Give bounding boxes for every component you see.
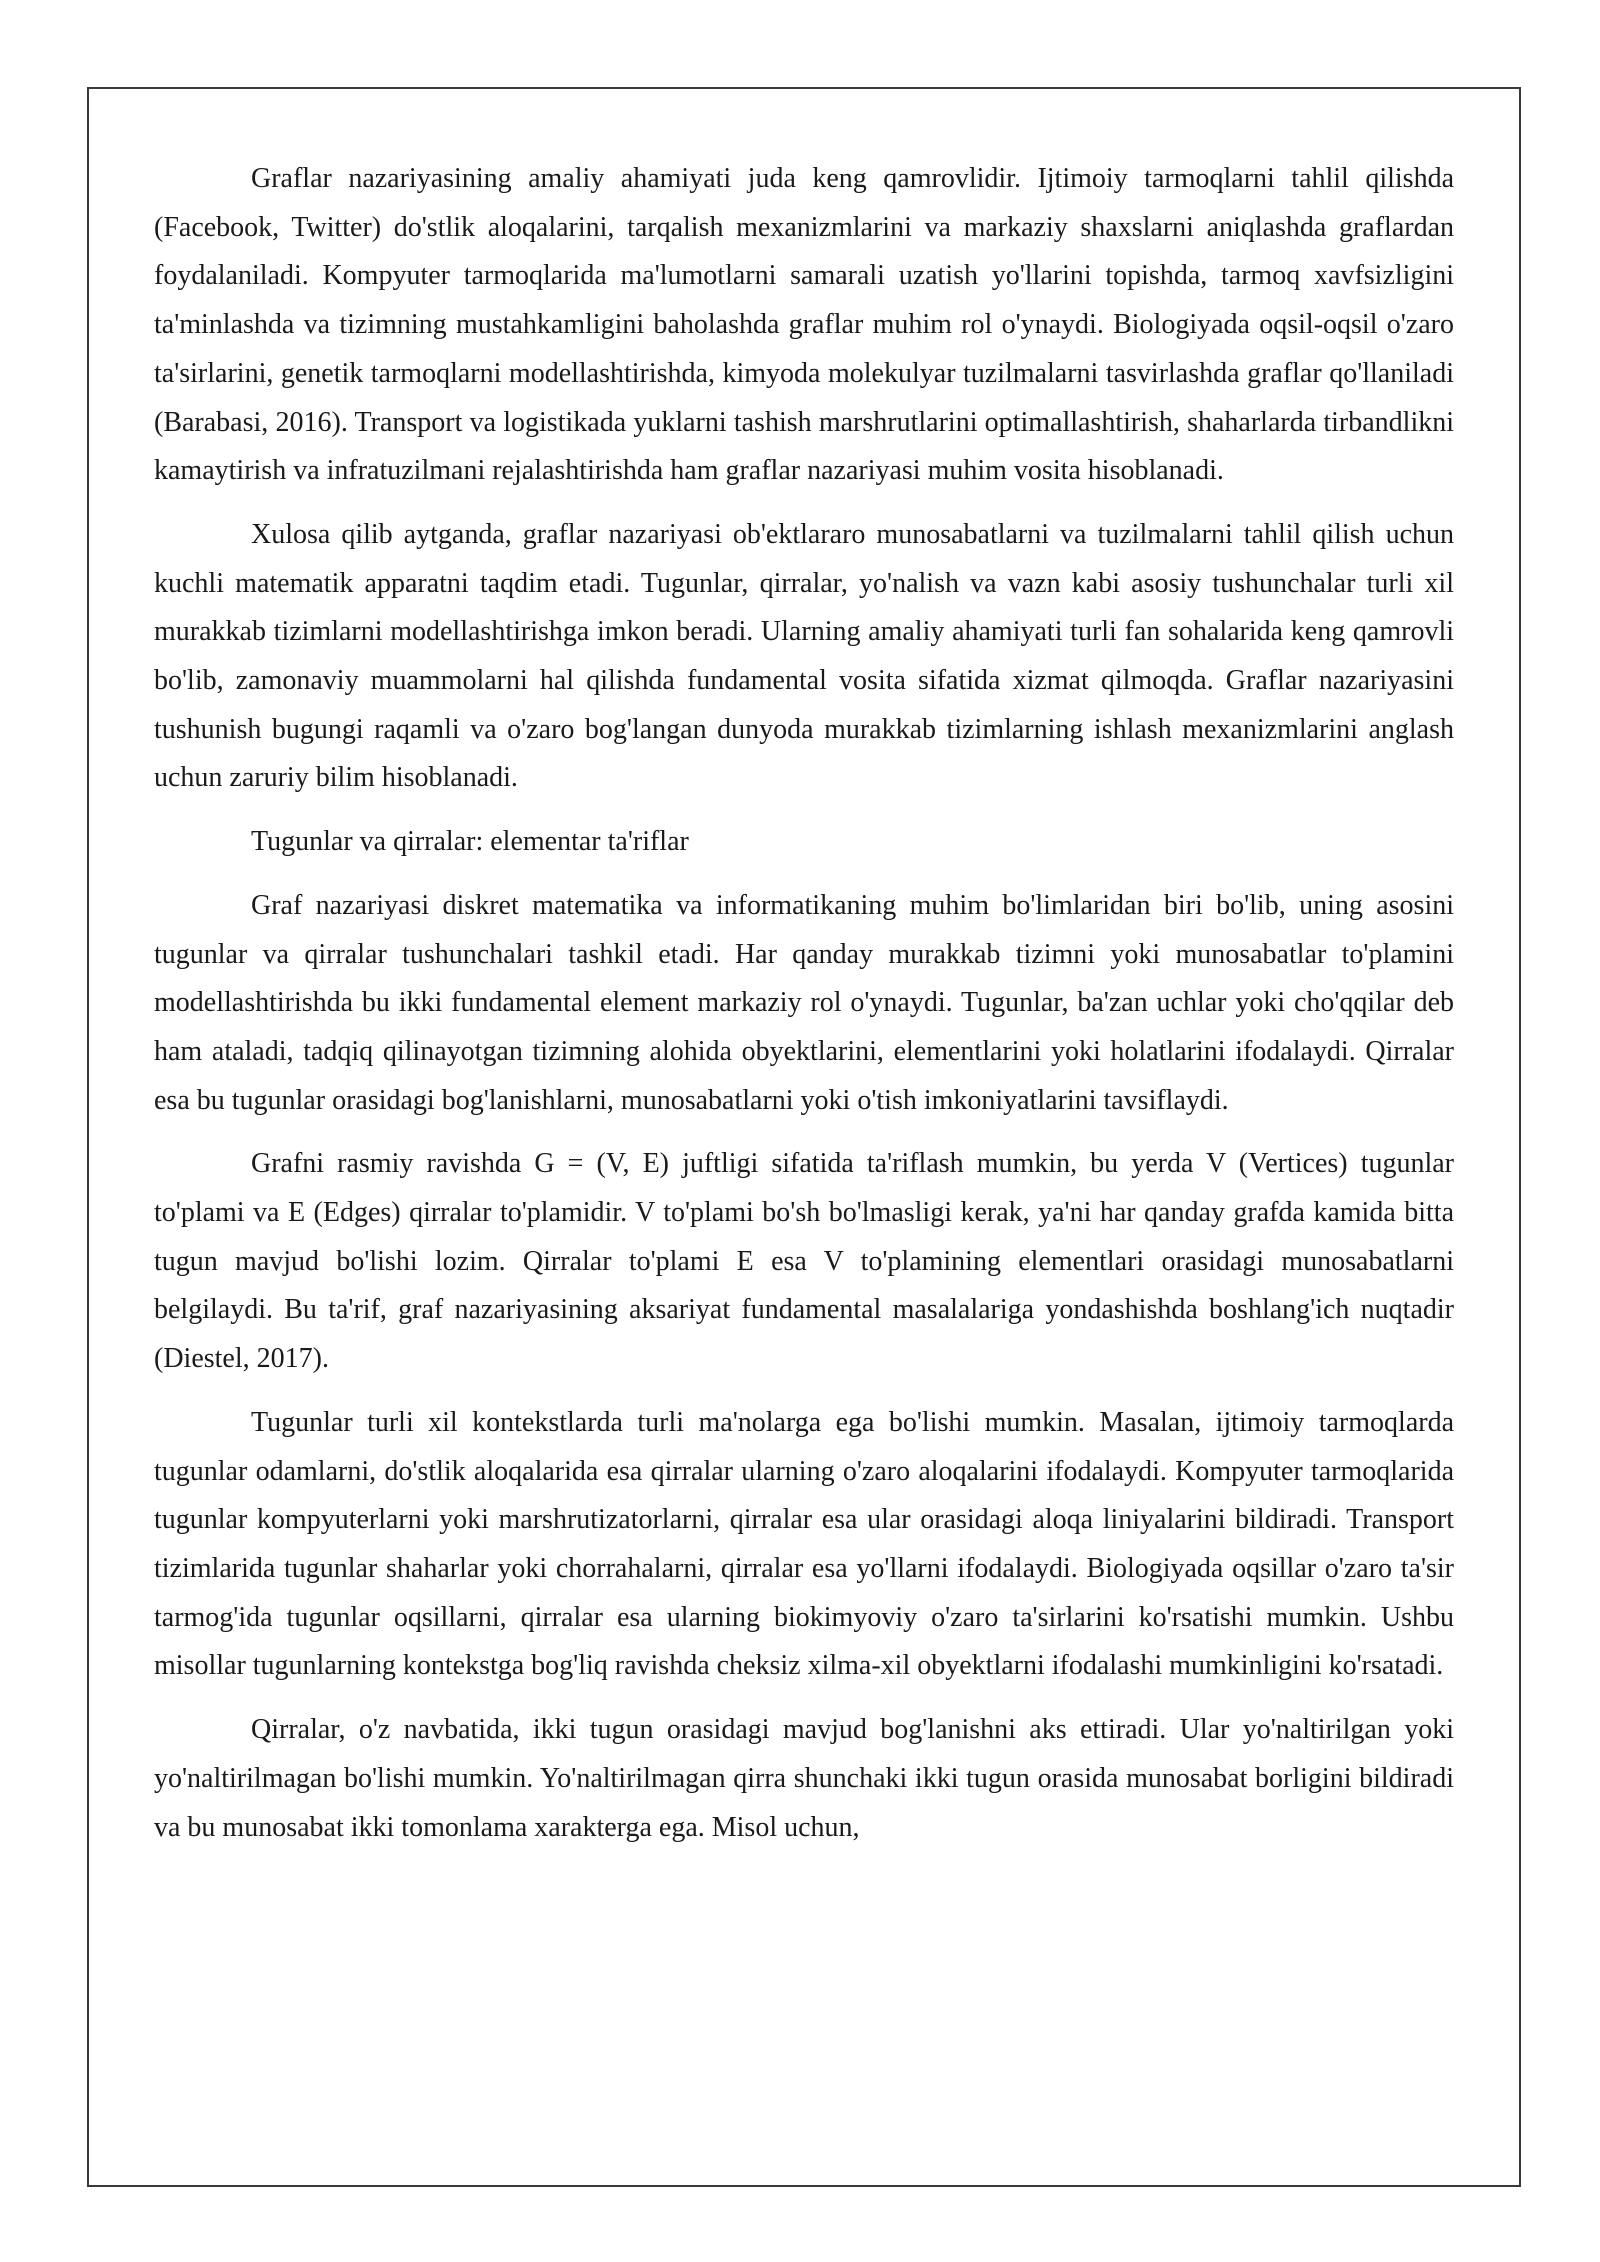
document-body	[154, 155, 1454, 1867]
section-heading: Tugunlar va qirralar: elementar ta'riflar	[251, 826, 689, 858]
paragraph-node-contexts: Tugunlar turli xil kontekstlarda turli ma'nolarga ega bo'lishi mumkin. Masalan, ijtimoiy tarmoqlarda tugunlar odamlarni, do'stlik aloqalarida esa qirralar ularning o'zaro aloqalarini ifodalaydi. Kompyuter tarmoqlarida tugunlar kompyuterlarni yoki marshrutizatorlarni, qirralar esa ular orasidagi aloqa liniyalarini bildiradi. Transport tizimlarida tugunlar shaharlar yoki chorrahalarni, qirralar esa yo'llarni ifodalaydi. Biologiyada oqsillar o'zaro ta'sir tarmog'ida tugunlar oqsillarni, qirralar esa ularning biokimyoviy o'zaro ta'sirlarini ko'rsatishi mumkin. Ushbu misollar tugunlarning kontekstga bog'liq ravishda cheksiz xilma-xil obyektlarni ifodalashi mumkinligini ko'rsatadi.	[154, 1406, 1454, 1682]
paragraph-practical-significance: Graflar nazariyasining amaliy ahamiyati juda keng qamrovlidir. Ijtimoiy tarmoqlarni tahlil qilishda (Facebook, Twitter) do'stlik aloqalarini, tarqalish mexanizmlarini va markaziy shaxslarni aniqlashda graflardan foydalaniladi. Kompyuter tarmoqlarida ma'lumotlarni samarali uzatish yo'llarini topishda, tarmoq xavfsizligini ta'minlashda va tizimning mustahkamligini baholashda graflar muhim rol o'ynaydi. Biologiyada oqsil-oqsil o'zaro ta'sirlarini, genetik tarmoqlarni modellashtirishda, kimyoda molekulyar tuzilmalarni tasvirlashda graflar qo'llaniladi (Barabasi, 2016). Transport va logistikada yuklarni tashish marshrutlarini optimallashtirish, shaharlarda tirbandlikni kamaytirish va infratuzilmani rejalashtirishda ham graflar nazariyasi muhim vosita hisoblanadi.	[154, 163, 1454, 487]
paragraph-conclusion: Xulosa qilib aytganda, graflar nazariyasi ob'ektlararo munosabatlarni va tuzilmalarni tahlil qilish uchun kuchli matematik apparatni taqdim etadi. Tugunlar, qirralar, yo'nalish va vazn kabi asosiy tushunchalar turli xil murakkab tizimlarni modellashtirishga imkon beradi. Ularning amaliy ahamiyati turli fan sohalarida keng qamrovli bo'lib, zamonaviy muammolarni hal qilishda fundamental vosita sifatida xizmat qilmoqda. Graflar nazariyasini tushunish bugungi raqamli va o'zaro bog'langan dunyoda murakkab tizimlarning ishlash mexanizmlarini anglash uchun zaruriy bilim hisoblanadi.	[154, 518, 1454, 794]
paragraph-graph-theory-intro: Graf nazariyasi diskret matematika va informatikaning muhim bo'limlaridan biri bo'lib, uning asosini tugunlar va qirralar tushunchalari tashkil etadi. Har qanday murakkab tizimni yoki munosabatlar to'plamini modellashtirishda bu ikki fundamental element markaziy rol o'ynaydi. Tugunlar, ba'zan uchlar yoki cho'qqilar deb ham ataladi, tadqiq qilinayotgan tizimning alohida obyektlarini, elementlarini yoki holatlarini ifodalaydi. Qirralar esa bu tugunlar orasidagi bog'lanishlarni, munosabatlarni yoki o'tish imkoniyatlarini tavsiflaydi.	[154, 889, 1454, 1116]
paragraph-edges: Qirralar, o'z navbatida, ikki tugun orasidagi mavjud bog'lanishni aks ettiradi. Ular yo'naltirilgan yoki yo'naltirilmagan bo'lishi mumkin. Yo'naltirilmagan qirra shunchaki ikki tugun orasida munosabat borligini bildiradi va bu munosabat ikki tomonlama xarakterga ega. Misol uchun,	[154, 1714, 1454, 1843]
paragraph-formal-definition: Grafni rasmiy ravishda G = (V, E) juftligi sifatida ta'riflash mumkin, bu yerda V (Vertices) tugunlar to'plami va E (Edges) qirralar to'plamidir. V to'plami bo'sh bo'lmasligi kerak, ya'ni har qanday grafda kamida bitta tugun mavjud bo'lishi lozim. Qirralar to'plami E esa V to'plamining elementlari orasidagi munosabatlarni belgilaydi. Bu ta'rif, graf nazariyasining aksariyat fundamental masalalariga yondashishda boshlang'ich nuqtadir (Diestel, 2017).	[154, 1148, 1454, 1375]
